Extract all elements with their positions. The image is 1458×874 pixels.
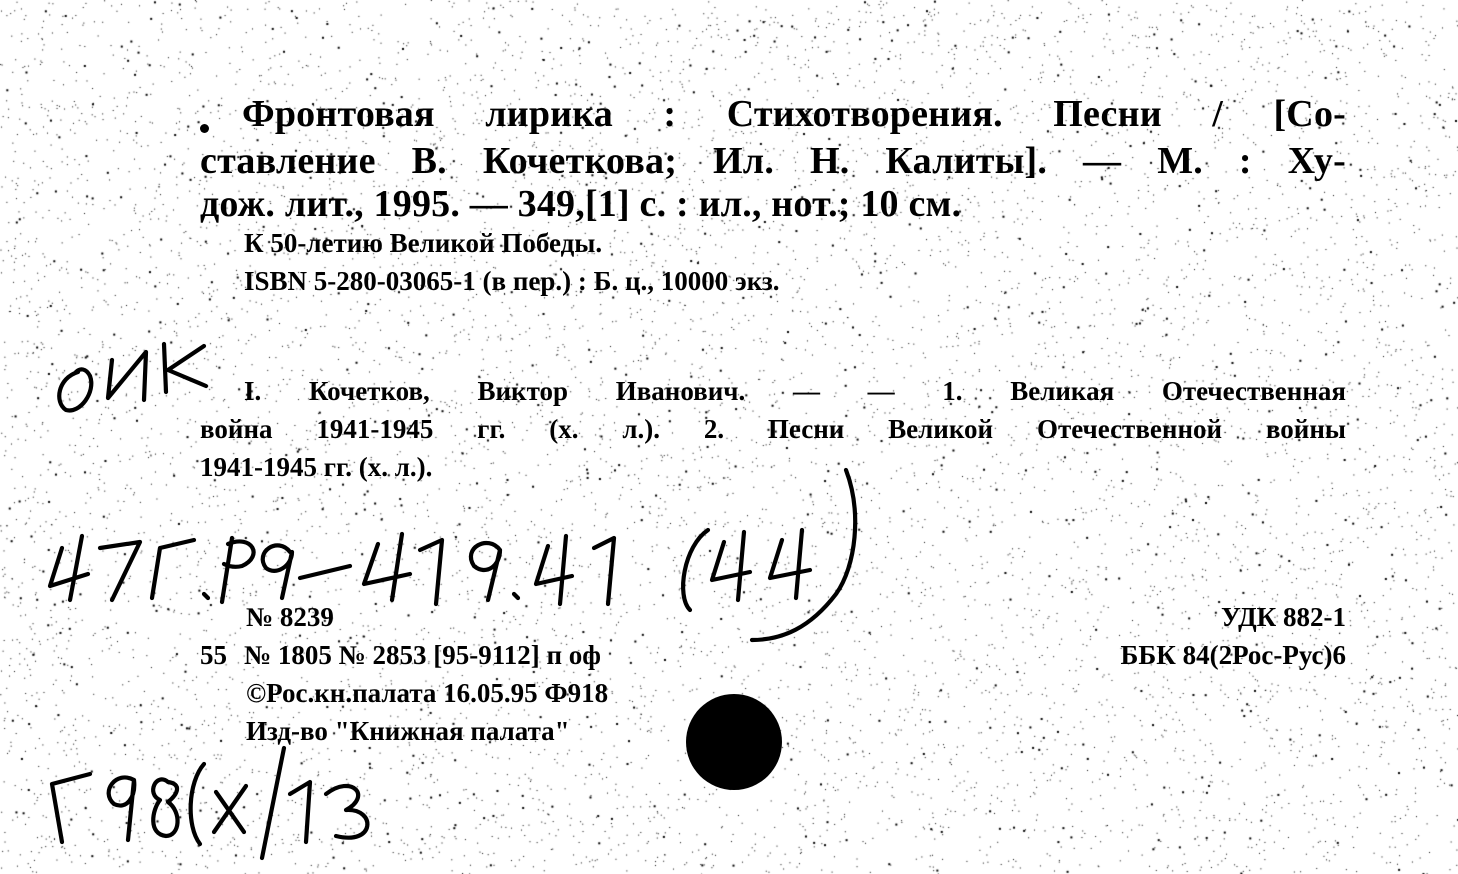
tracing-line-1: I. Кочетков, Виктор Иванович. — — 1. Великая Отечественная [244,376,1346,406]
registration-number: № 8239 [246,602,334,632]
title-line-3: дож. лит., 1995. — 349,[1] с. : ил., нот.; 10 см. [200,183,962,225]
registration-prefix: 55 [200,640,227,670]
udk-code: УДК 882-1 [1221,602,1346,632]
isbn-line: ISBN 5-280-03065-1 (в пер.) : Б. ц., 10000 экз. [244,266,780,296]
registration-numbers: № 1805 № 2853 [95-9112] п оф [244,640,601,670]
punch-hole [686,694,782,790]
tracing-line-3: 1941-1945 гг. (х. л.). [200,452,433,482]
bullet-dot [200,124,209,133]
copyright-line: ©Рос.кн.палата 16.05.95 Ф918 [246,678,609,708]
tracing-line-2: война 1941-1945 гг. (х. л.). 2. Песни Великой Отечественной войны [200,414,1346,444]
publisher-line: Изд-во "Книжная палата" [246,716,570,746]
edition-note: К 50-летию Великой Победы. [244,228,603,258]
title-line-1: Фронтовая лирика : Стихотворения. Песни / [Со- [242,93,1346,135]
bbk-code: ББК 84(2Рос-Рус)6 [1120,640,1346,670]
title-line-2: ставление В. Кочеткова; Ил. Н. Калиты]. — М. : Ху- [200,140,1346,182]
